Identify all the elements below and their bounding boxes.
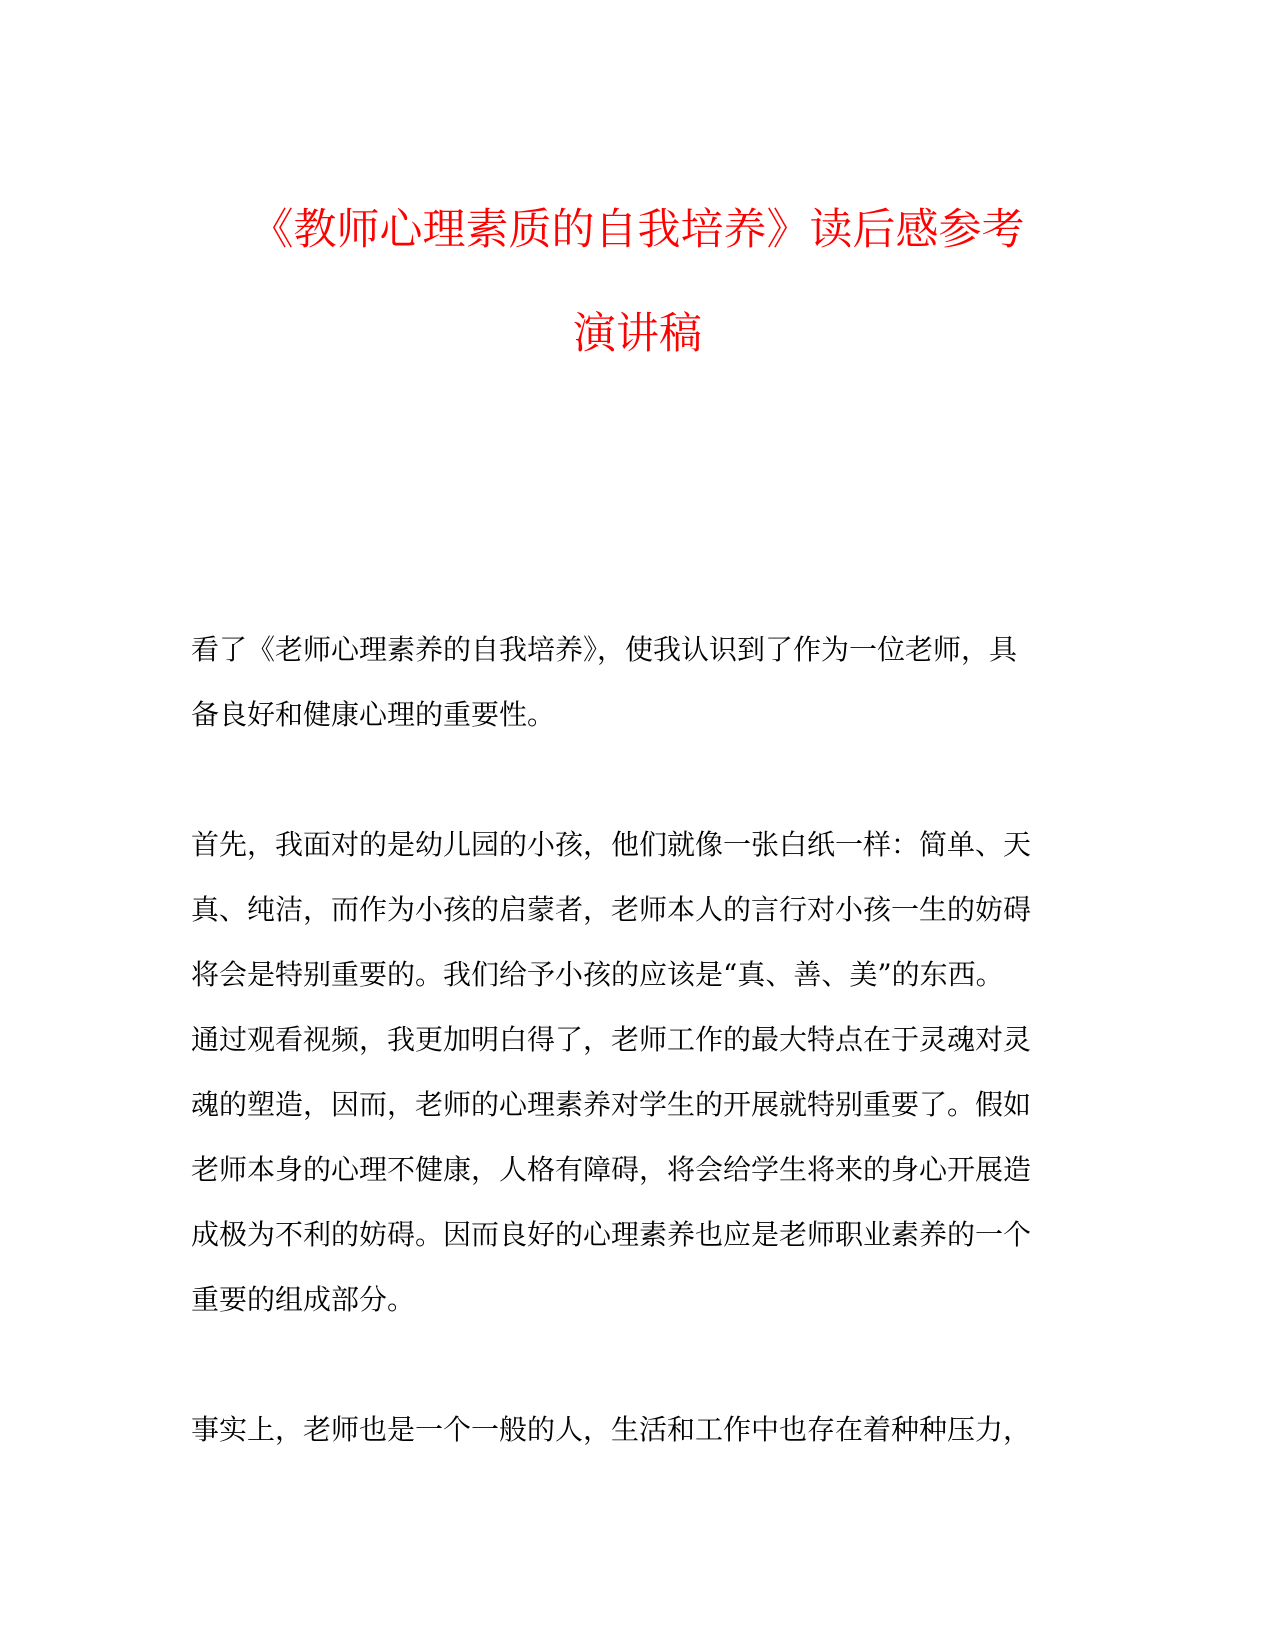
paragraph-3	[191, 1397, 1081, 1462]
paragraph-line: 成极为不利的妨碍。因而良好的心理素养也应是老师职业素养的一个	[191, 1218, 1032, 1251]
document-body	[191, 617, 1081, 1462]
title-line-1: 《教师心理素质的自我培养》读后感参考	[250, 205, 1025, 255]
title-line-2: 演讲稿	[573, 309, 702, 359]
paragraph-line: 魂的塑造，因而，老师的心理素养对学生的开展就特别重要了。假如	[191, 1088, 1032, 1121]
paragraph-2	[191, 812, 1081, 1332]
paragraph-line: 老师本身的心理不健康，人格有障碍，将会给学生将来的身心开展造	[191, 1153, 1032, 1186]
paragraph-line: 备良好和健康心理的重要性。	[191, 698, 556, 731]
paragraph-line: 通过观看视频，我更加明白得了，老师工作的最大特点在于灵魂对灵	[191, 1023, 1032, 1056]
paragraph-line: 将会是特别重要的。我们给予小孩的应该是“真、善、美”的东西。	[191, 958, 1004, 991]
paragraph-1	[191, 617, 1081, 747]
paragraph-line: 看了《老师心理素养的自我培养》，使我认识到了作为一位老师，具	[191, 633, 1018, 666]
document-title	[190, 178, 1085, 386]
paragraph-spacer	[191, 1332, 1081, 1397]
paragraph-line: 首先，我面对的是幼儿园的小孩，他们就像一张白纸一样：简单、天	[191, 828, 1032, 861]
paragraph-line: 事实上，老师也是一个一般的人，生活和工作中也存在着种种压力，	[191, 1413, 1032, 1446]
paragraph-line: 真、纯洁，而作为小孩的启蒙者，老师本人的言行对小孩一生的妨碍	[191, 893, 1032, 926]
paragraph-spacer	[191, 747, 1081, 812]
paragraph-line: 重要的组成部分。	[191, 1283, 416, 1316]
